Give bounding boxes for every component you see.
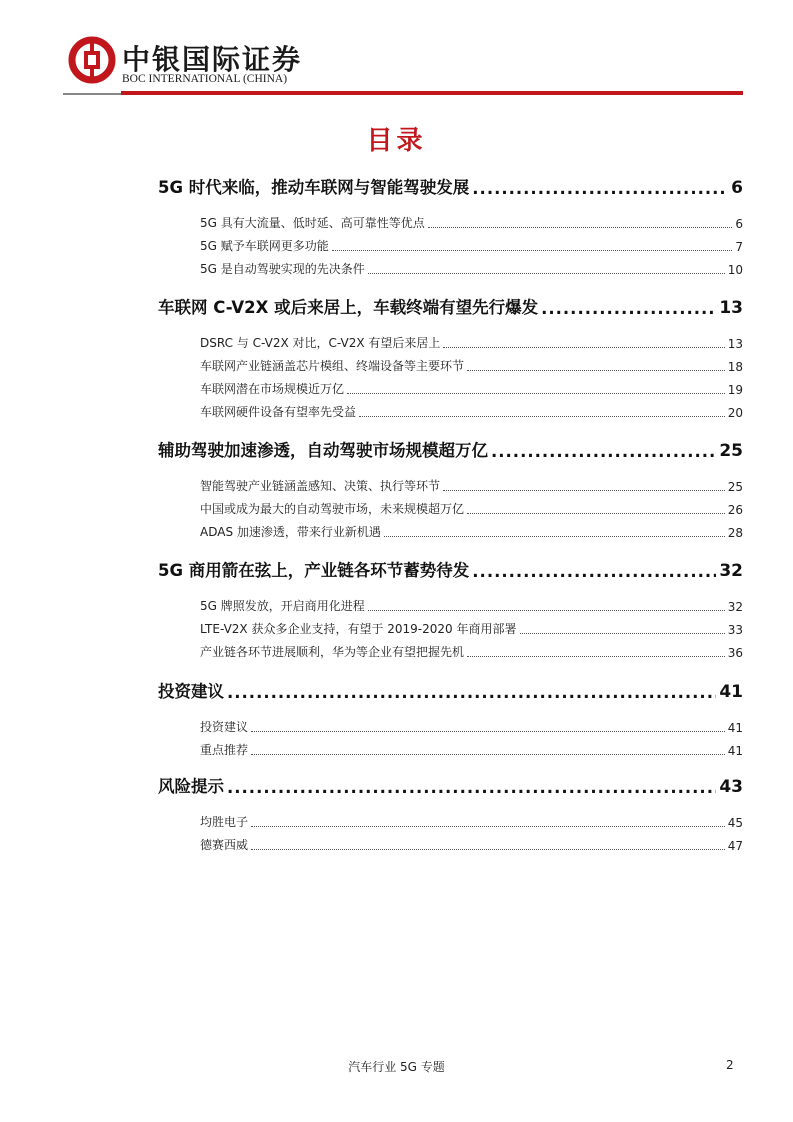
toc-subsection-entry[interactable] [200, 215, 743, 231]
toc-leader-dots [467, 646, 725, 657]
toc-subsection-title: DSRC 与 C-V2X 对比，C-V2X 有望后来居上 [200, 336, 441, 350]
toc-subsection-page: 13 [727, 337, 743, 351]
toc-subsection-entry[interactable] [200, 621, 743, 637]
toc-leader-dots [227, 683, 716, 702]
toc-leader-dots [251, 816, 725, 827]
toc-subsection-page: 36 [727, 646, 743, 660]
toc-subsection-page: 41 [727, 744, 743, 758]
toc-leader-dots [332, 240, 733, 251]
toc-section-page: 25 [719, 441, 743, 461]
toc-leader-dots [472, 179, 728, 198]
toc-section-entry[interactable] [158, 176, 743, 198]
toc-subsection-entry[interactable] [200, 524, 743, 540]
toc-subsection-entry[interactable] [200, 598, 743, 614]
toc-subsection-page: 10 [727, 263, 743, 277]
toc-subsection-page: 26 [727, 503, 743, 517]
toc-subsection-title: 智能驾驶产业链涵盖感知、决策、执行等环节 [200, 479, 441, 493]
toc-subsection-page: 19 [727, 383, 743, 397]
toc-subsection-entry[interactable] [200, 837, 743, 853]
brand-name-english: BOC INTERNATIONAL (CHINA) [122, 73, 288, 85]
toc-subsection-page: 7 [735, 240, 743, 254]
toc-subsection-page: 28 [727, 526, 743, 540]
toc-subsection-title: 均胜电子 [200, 815, 249, 829]
toc-subsection-title: 车联网硬件设备有望率先受益 [200, 405, 357, 419]
toc-leader-dots [227, 778, 716, 797]
toc-section-entry[interactable] [158, 775, 743, 797]
toc-subsection-page: 32 [727, 600, 743, 614]
toc-leader-dots [251, 744, 725, 755]
toc-subsection-entry[interactable] [200, 501, 743, 517]
toc-subsection-page: 45 [727, 816, 743, 830]
toc-subsection-entry[interactable] [200, 719, 743, 735]
toc-subsection-entry[interactable] [200, 404, 743, 420]
toc-leader-dots [443, 337, 724, 348]
toc-leader-dots [541, 299, 716, 318]
brand-name-chinese: 中银国际证券 [122, 43, 303, 76]
toc-leader-dots [251, 839, 725, 850]
footer-page-number: 2 [726, 1058, 734, 1072]
toc-subsection-page: 18 [727, 360, 743, 374]
toc-subsection-title: 5G 具有大流量、低时延、高可靠性等优点 [200, 216, 425, 230]
toc-subsection-page: 20 [727, 406, 743, 420]
toc-subsection-title: LTE-V2X 获众多企业支持，有望于 2019-2020 年商用部署 [200, 622, 517, 636]
toc-leader-dots [251, 721, 725, 732]
toc-section-title: 5G 商用箭在弦上，产业链各环节蓄势待发 [158, 561, 470, 580]
toc-subsection-title: 5G 牌照发放，开启商用化进程 [200, 599, 365, 613]
toc-leader-dots [467, 503, 725, 514]
toc-subsection-page: 33 [727, 623, 743, 637]
toc-leader-dots [491, 442, 716, 461]
toc-section-page: 41 [719, 682, 743, 702]
toc-leader-dots [443, 480, 725, 491]
toc-leader-dots [472, 562, 716, 581]
toc-section-entry[interactable] [158, 296, 743, 318]
toc-section-title: 5G 时代来临，推动车联网与智能驾驶发展 [158, 178, 470, 197]
footer-report-title: 汽车行业 5G 专题 [348, 1060, 445, 1074]
toc-subsection-page: 41 [727, 721, 743, 735]
page-header [0, 0, 793, 100]
toc-section-entry[interactable] [158, 439, 743, 461]
toc-section-page: 43 [719, 777, 743, 797]
toc-subsection-title: 车联网潜在市场规模近万亿 [200, 382, 345, 396]
toc-subsection-title: 中国或成为最大的自动驾驶市场，未来规模超万亿 [200, 502, 465, 516]
toc-leader-dots [428, 217, 733, 228]
toc-subsection-entry[interactable] [200, 742, 743, 758]
toc-leader-dots [368, 263, 725, 274]
toc-subsection-title: ADAS 加速渗透，带来行业新机遇 [200, 525, 381, 539]
toc-subsection-entry[interactable] [200, 358, 743, 374]
toc-subsection-title: 车联网产业链涵盖芯片模组、终端设备等主要环节 [200, 359, 465, 373]
toc-subsection-entry[interactable] [200, 335, 743, 351]
toc-subsection-title: 5G 是自动驾驶实现的先决条件 [200, 262, 365, 276]
toc-section-entry[interactable] [158, 680, 743, 702]
toc-subsection-entry[interactable] [200, 644, 743, 660]
toc-section-title: 风险提示 [158, 777, 224, 796]
toc-section-page: 32 [719, 561, 743, 581]
toc-subsection-page: 47 [727, 839, 743, 853]
toc-section-title: 辅助驾驶加速渗透，自动驾驶市场规模超万亿 [158, 441, 488, 460]
toc-subsection-entry[interactable] [200, 261, 743, 277]
toc-subsection-entry[interactable] [200, 478, 743, 494]
toc-leader-dots [359, 406, 725, 417]
toc-subsection-page: 6 [735, 217, 743, 231]
toc-title: 目录 [366, 126, 427, 156]
toc-subsection-title: 德赛西威 [200, 838, 249, 852]
toc-leader-dots [520, 623, 725, 634]
toc-leader-dots [368, 600, 725, 611]
toc-section-page: 13 [719, 298, 743, 318]
toc-leader-dots [347, 383, 725, 394]
toc-section-entry[interactable] [158, 559, 743, 581]
header-rule-red [121, 91, 743, 95]
toc-subsection-title: 5G 赋予车联网更多功能 [200, 239, 329, 253]
toc-subsection-entry[interactable] [200, 814, 743, 830]
header-rule-gray [63, 93, 121, 95]
toc-section-page: 6 [731, 178, 743, 198]
toc-subsection-title: 投资建议 [200, 720, 249, 734]
toc-leader-dots [467, 360, 725, 371]
toc-subsection-entry[interactable] [200, 238, 743, 254]
boc-logo-icon [68, 36, 116, 84]
toc-subsection-title: 产业链各环节进展顺利，华为等企业有望把握先机 [200, 645, 465, 659]
toc-section-title: 投资建议 [158, 682, 224, 701]
toc-leader-dots [384, 526, 725, 537]
toc-section-title: 车联网 C-V2X 或后来居上，车载终端有望先行爆发 [158, 298, 539, 317]
toc-subsection-entry[interactable] [200, 381, 743, 397]
toc-subsection-page: 25 [727, 480, 743, 494]
toc-subsection-title: 重点推荐 [200, 743, 249, 757]
